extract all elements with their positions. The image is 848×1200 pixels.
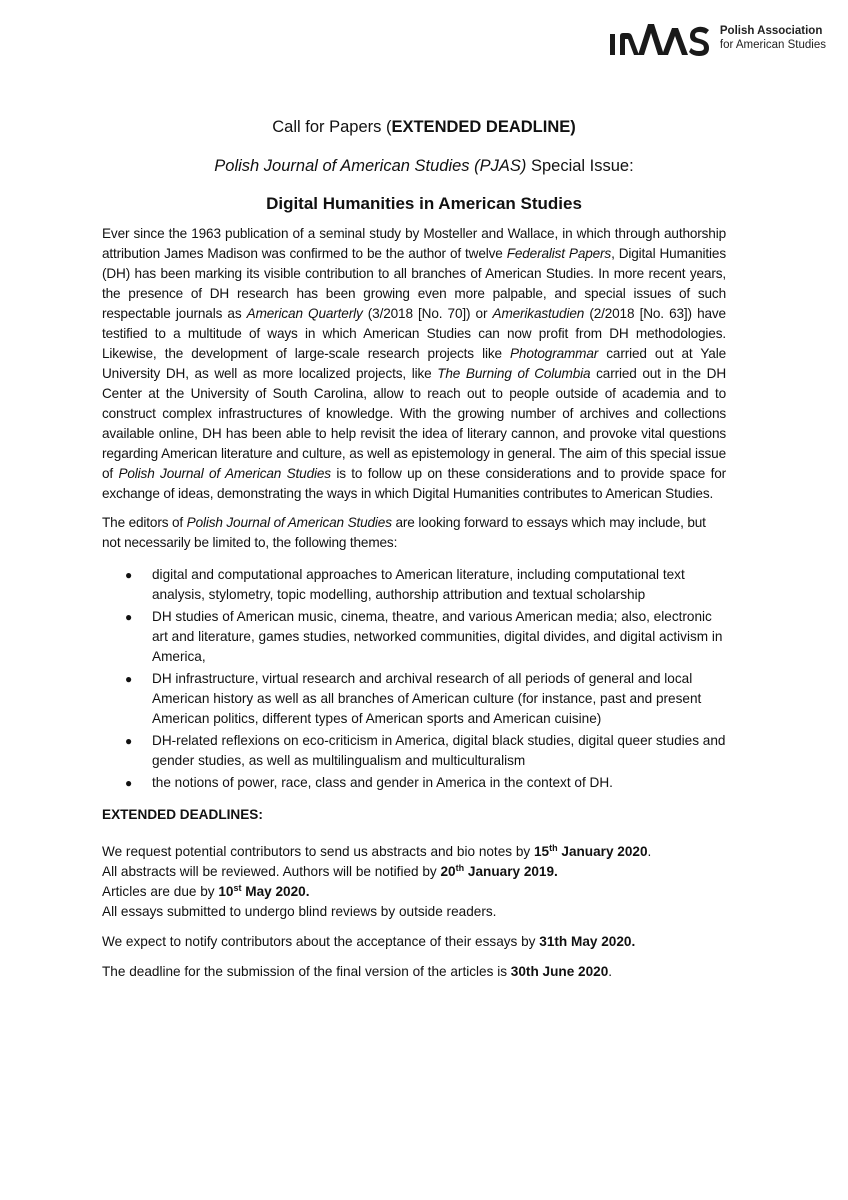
notification-deadline-line (102, 862, 726, 882)
date-day: 10 (218, 884, 234, 899)
intro-text: , Digital Humanities (DH) has been marking its visible contribution to all branches of American Studies. In more recent years, the presence of DH research has been growing even more palpable, and special issues of such respectable journals as (102, 246, 726, 321)
deadline-text: The deadline for the submission of the final version of the articles is (102, 964, 511, 979)
deadline-text: Articles are due by (102, 884, 219, 899)
intro-italic: The Burning of Columbia (437, 366, 591, 381)
list-item-text: DH infrastructure, virtual research and archival research of all periods of general and local American history as well as all branches of American culture (for instance, past and present American politics, different types of American sports and American cuisine) (152, 671, 702, 726)
blind-review-line: All essays submitted to undergo blind reviews by outside readers. (102, 904, 497, 919)
deadline-date (441, 864, 558, 879)
page-title: Digital Humanities in American Studies (266, 194, 582, 213)
editors-italic: Polish Journal of American Studies (186, 515, 392, 530)
bullet-icon: ● (125, 568, 133, 582)
deadline-text: . (608, 964, 613, 979)
date-month-year: January 2019. (464, 864, 558, 879)
date-suffix: th (549, 843, 558, 853)
abstracts-deadline-line (102, 842, 726, 862)
editors-text: The editors of (102, 515, 187, 530)
intro-text: (2/2018 [No. 63]) have testified to a multitude of ways in which American Studies can now profit from DH methodologies. Likewise, the development of large-scale research projects like (102, 306, 726, 361)
heading-bold-text: EXTENDED DEADLINE) (391, 118, 576, 136)
intro-text: Ever since the 1963 publication of a seminal study by Mosteller and Wallace, in which through authorship attribution James Madison was confirmed to be the author of twelve (102, 226, 726, 261)
journal-name: Polish Journal of American Studies (PJAS) (214, 157, 527, 175)
editors-paragraph (102, 513, 726, 553)
intro-italic: Photogrammar (510, 346, 599, 361)
deadline-date (218, 884, 309, 899)
acceptance-deadline-line (102, 932, 726, 952)
bullet-icon: ● (125, 672, 133, 686)
call-for-papers-heading (0, 116, 848, 138)
list-item (102, 607, 726, 667)
bullet-icon: ● (125, 776, 133, 790)
list-item-text: the notions of power, race, class and gender in America in the context of DH. (152, 775, 613, 790)
document-headings (0, 116, 848, 215)
list-item-text: digital and computational approaches to American literature, including computational text analysis, stylometry, topic modelling, authorship attribution and textual scholarship (152, 567, 685, 602)
list-item-text: DH studies of American music, cinema, theatre, and various American media; also, electronic art and literature, games studies, networked communities, digital divides, and digital activism in America, (152, 609, 723, 664)
bullet-icon: ● (125, 610, 133, 624)
intro-paragraph (102, 224, 726, 504)
association-logo (608, 20, 826, 56)
editors-text: are looking forward to essays which may include, but not necessarily be limited to, the following themes: (102, 515, 706, 550)
date-month-year: January 2020 (557, 844, 648, 859)
list-item-text: DH-related reflexions on eco-criticism in America, digital black studies, digital queer studies and gender studies, as well as multilingualism and multiculturalism (152, 733, 726, 768)
date-month-year: May 2020. (241, 884, 310, 899)
list-item (102, 565, 726, 605)
intro-italic: Federalist Papers (506, 246, 612, 261)
paas-logo-mark-icon (608, 20, 712, 56)
articles-deadline-line (102, 882, 726, 902)
deadline-date: 31th May 2020. (539, 934, 636, 949)
final-version-deadline-line (102, 962, 726, 982)
deadline-date: 30th June 2020 (510, 964, 609, 979)
intro-italic: Amerikastudien (492, 306, 585, 321)
date-suffix: th (455, 863, 465, 873)
logo-name-line2: for American Studies (719, 39, 826, 51)
deadline-text: We expect to notify contributors about the acceptance of their essays by (102, 934, 540, 949)
intro-text: (3/2018 [No. 70]) or (362, 306, 493, 321)
intro-italic: American Quarterly (246, 306, 363, 321)
logo-name-line1: Polish Association (719, 25, 823, 37)
intro-text: is to follow up on these considerations and to provide space for exchange of ideas, demonstrating the ways in which Digital Humanities contributes to American Studies. (102, 466, 726, 501)
list-item (102, 731, 726, 771)
intro-text: carried out at Yale University DH, as well as more localized projects, like (102, 346, 726, 381)
special-issue-text: Special Issue: (526, 157, 634, 175)
document-body (102, 224, 726, 982)
deadline-text: We request potential contributors to send us abstracts and bio notes by (102, 844, 534, 859)
intro-text: carried out in the DH Center at the University of South Carolina, allow to reach out to people outside of academia and to construct complex infrastructures of knowledge. With the growing number of archives and collections available online, DH has been able to help revisit the idea of literary cannon, and provoke vital questions regarding American literature and culture, as well as epistemology in general. The aim of this special issue of (102, 366, 726, 481)
heading-text: Call for Papers ( (272, 118, 392, 136)
date-suffix: st (233, 883, 242, 893)
list-item (102, 669, 726, 729)
list-item (102, 773, 726, 793)
bullet-icon: ● (125, 734, 133, 748)
logo-text (720, 24, 826, 52)
intro-italic: Polish Journal of American Studies (118, 466, 331, 481)
deadlines-heading: EXTENDED DEADLINES: (102, 807, 263, 822)
date-day: 15 (533, 844, 550, 859)
journal-heading (0, 155, 848, 177)
deadline-text: All abstracts will be reviewed. Authors will be notified by (102, 864, 441, 879)
date-day: 20 (440, 864, 456, 879)
deadline-date (534, 844, 648, 859)
themes-list (102, 565, 726, 793)
deadline-text: . (647, 844, 652, 859)
